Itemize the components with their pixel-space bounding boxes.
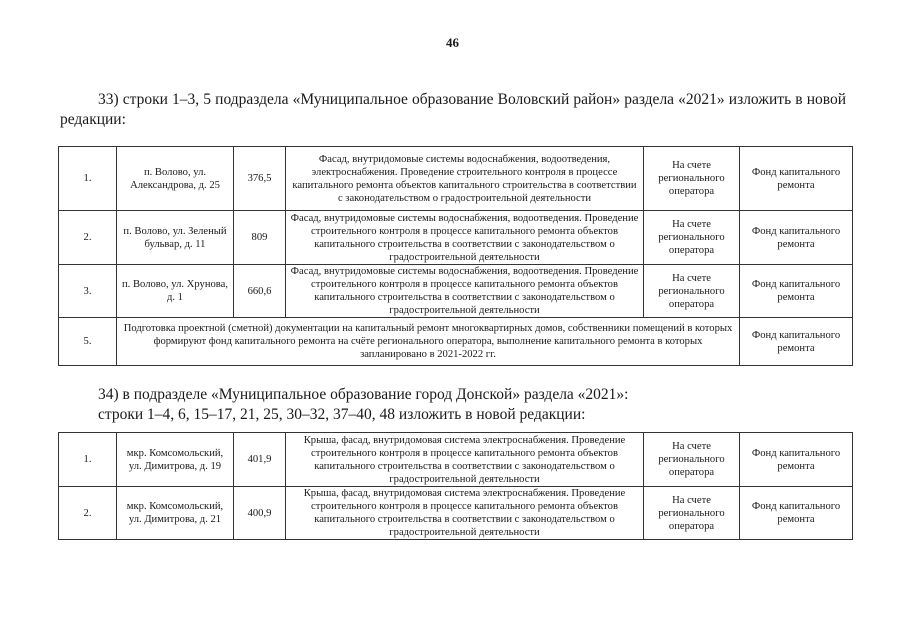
fund-cell: Фонд капитального ремонта bbox=[740, 265, 853, 318]
table-volovsky bbox=[58, 146, 853, 366]
address-cell: мкр. Комсомольский, ул. Димитрова, д. 19 bbox=[117, 433, 234, 487]
account-cell: На счете регионального оператора bbox=[644, 433, 740, 487]
area-cell: 400,9 bbox=[234, 487, 286, 540]
section-34-heading bbox=[98, 385, 846, 425]
works-cell: Фасад, внутридомовые системы водоснабжения, водоотведения. Проведение строительного контроля в процессе капитального ремонта объектов капитального строительства в соответствии с законодательством о градостроительной деятельности bbox=[286, 211, 644, 265]
works-cell: Крыша, фасад, внутридомовая система электроснабжения. Проведение строительного контроля в процессе капитального ремонта объектов капитального строительства в соответствии с законодательством о градостроительной деятельности bbox=[286, 487, 644, 540]
section-34-line-2: строки 1–4, 6, 15–17, 21, 25, 30–32, 37–40, 48 изложить в новой редакции: bbox=[98, 406, 586, 423]
fund-cell: Фонд капитального ремонта bbox=[740, 318, 853, 366]
table-row bbox=[59, 265, 853, 318]
fund-cell: Фонд капитального ремонта bbox=[740, 211, 853, 265]
row-number: 1. bbox=[59, 433, 117, 487]
account-cell: На счете регионального оператора bbox=[644, 487, 740, 540]
address-cell: п. Волово, ул. Александрова, д. 25 bbox=[117, 147, 234, 211]
account-cell: На счете регионального оператора bbox=[644, 147, 740, 211]
row-number: 2. bbox=[59, 211, 117, 265]
table-row bbox=[59, 433, 853, 487]
fund-cell: Фонд капитального ремонта bbox=[740, 487, 853, 540]
works-cell: Фасад, внутридомовые системы водоснабжения, водоотведения. Проведение строительного контроля в процессе капитального ремонта объектов капитального строительства в соответствии с законодательством о градостроительной деятельности bbox=[286, 265, 644, 318]
project-docs-cell: Подготовка проектной (сметной) документации на капитальный ремонт многоквартирных домов, собственники помещений в которых формируют фонд капитального ремонта на счёте регионального оператора, выполнение капитального ремонта в которых запланировано в 2021-2022 гг. bbox=[117, 318, 740, 366]
page-number: 46 bbox=[446, 35, 459, 50]
address-cell: п. Волово, ул. Хрунова, д. 1 bbox=[117, 265, 234, 318]
table-row bbox=[59, 211, 853, 265]
account-cell: На счете регионального оператора bbox=[644, 211, 740, 265]
area-cell: 376,5 bbox=[234, 147, 286, 211]
table-row bbox=[59, 487, 853, 540]
area-cell: 401,9 bbox=[234, 433, 286, 487]
address-cell: п. Волово, ул. Зеленый бульвар, д. 11 bbox=[117, 211, 234, 265]
area-cell: 809 bbox=[234, 211, 286, 265]
table-row bbox=[59, 147, 853, 211]
section-34-line-1: 34) в подразделе «Муниципальное образование город Донской» раздела «2021»: bbox=[98, 386, 629, 403]
table-row bbox=[59, 318, 853, 366]
row-number: 5. bbox=[59, 318, 117, 366]
fund-cell: Фонд капитального ремонта bbox=[740, 433, 853, 487]
section-33-heading: 33) строки 1–3, 5 подраздела «Муниципальное образование Воловский район» раздела «2021» изложить в новой редакции: bbox=[60, 91, 846, 128]
row-number: 2. bbox=[59, 487, 117, 540]
address-cell: мкр. Комсомольский, ул. Димитрова, д. 21 bbox=[117, 487, 234, 540]
table-donskoy bbox=[58, 432, 853, 540]
works-cell: Крыша, фасад, внутридомовая система электроснабжения. Проведение строительного контроля в процессе капитального ремонта объектов капитального строительства в соответствии с законодательством о градостроительной деятельности bbox=[286, 433, 644, 487]
row-number: 1. bbox=[59, 147, 117, 211]
area-cell: 660,6 bbox=[234, 265, 286, 318]
account-cell: На счете регионального оператора bbox=[644, 265, 740, 318]
fund-cell: Фонд капитального ремонта bbox=[740, 147, 853, 211]
row-number: 3. bbox=[59, 265, 117, 318]
works-cell: Фасад, внутридомовые системы водоснабжения, водоотведения, электроснабжения. Проведение строительного контроля в процессе капитального ремонта объектов капитального строительства в соответствии с законодательством о градостроительной деятельности bbox=[286, 147, 644, 211]
